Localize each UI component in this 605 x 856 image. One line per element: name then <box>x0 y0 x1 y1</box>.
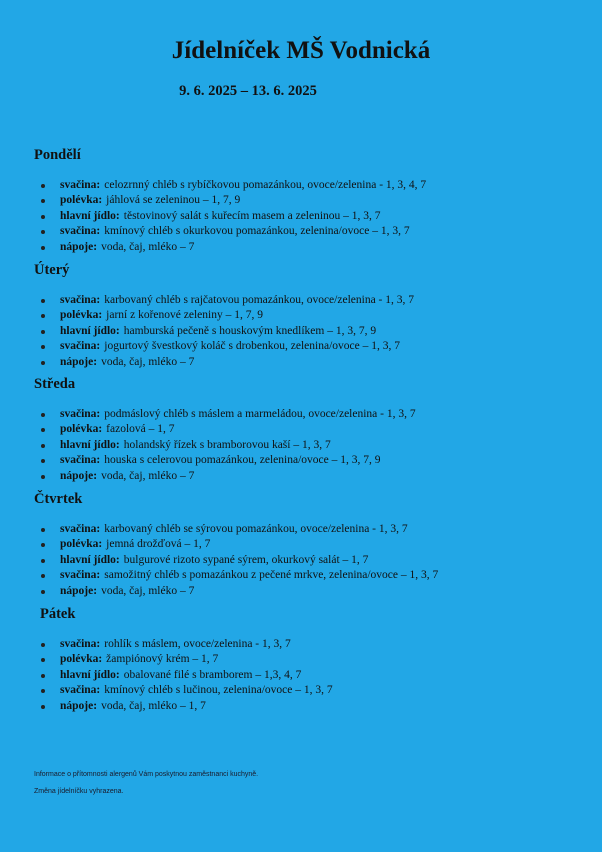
bullet-icon <box>41 574 45 578</box>
bullet-icon <box>41 643 45 647</box>
meal-text: kmínový chléb s lučinou, zelenina/ovoce – 1, 3, 7 <box>104 684 333 697</box>
bullet-icon <box>41 674 45 678</box>
bullet-icon <box>41 314 45 318</box>
meal-label: hlavní jídlo: <box>60 324 120 337</box>
list-item <box>0 469 416 484</box>
meal-label: svačina: <box>60 225 101 238</box>
list-item <box>0 324 414 339</box>
meal-text: celozrnný chléb s rybíčkovou pomazánkou, ovoce/zelenina - 1, 3, 4, 7 <box>104 179 427 191</box>
allergen-note: Informace o přítomnosti alergenů Vám poskytnou zaměstnanci kuchyně. <box>34 771 259 778</box>
meal-label: svačina: <box>60 179 101 191</box>
list-item <box>0 637 333 652</box>
bullet-icon <box>41 345 45 349</box>
bullet-icon <box>41 230 45 234</box>
meal-list <box>0 178 426 255</box>
meal-label: nápoje: <box>60 469 98 482</box>
date-range: 9. 6. 2025 – 13. 6. 2025 <box>179 83 317 99</box>
meal-text: samožitný chléb s pomazánkou z pečené mrkve, zelenina/ovoce – 1, 3, 7 <box>104 569 439 582</box>
meal-label: svačina: <box>60 569 101 582</box>
meal-label: polévka: <box>60 194 103 207</box>
meal-label: svačina: <box>60 638 101 650</box>
meal-text: karbovaný chléb se sýrovou pomazánkou, ovoce/zelenina - 1, 3, 7 <box>104 523 408 535</box>
meal-text: žampiónový krém – 1, 7 <box>106 653 219 666</box>
list-item <box>0 652 333 667</box>
meal-label: polévka: <box>60 423 103 436</box>
list-item <box>0 422 416 437</box>
list-item <box>0 438 416 453</box>
list-item <box>0 224 426 239</box>
meal-label: svačina: <box>60 454 101 467</box>
bullet-icon <box>41 475 45 479</box>
meal-label: polévka: <box>60 309 103 322</box>
meal-text: jemná drožďová – 1, 7 <box>106 538 211 551</box>
meal-list <box>0 637 333 714</box>
meal-text: jáhlová se zeleninou – 1, 7, 9 <box>106 194 241 207</box>
bullet-icon <box>41 299 45 303</box>
meal-text: voda, čaj, mléko – 7 <box>101 584 195 597</box>
meal-label: nápoje: <box>60 355 98 368</box>
list-item <box>0 683 333 698</box>
meal-label: hlavní jídlo: <box>60 668 120 681</box>
list-item <box>0 453 416 468</box>
meal-label: hlavní jídlo: <box>60 553 120 566</box>
meal-label: svačina: <box>60 523 101 535</box>
list-item <box>0 668 333 683</box>
page-title: Jídelníček MŠ Vodnická <box>171 37 431 64</box>
meal-text: těstovinový salát s kuřecím masem a zeleninou – 1, 3, 7 <box>123 209 381 222</box>
meal-text: voda, čaj, mléko – 7 <box>101 240 195 253</box>
list-item <box>0 699 333 714</box>
bullet-icon <box>41 459 45 463</box>
bullet-icon <box>41 543 45 547</box>
meal-text: voda, čaj, mléko – 7 <box>101 469 195 482</box>
list-item <box>0 240 426 255</box>
change-note: Změna jídelníčku vyhrazena. <box>34 788 124 795</box>
meal-label: polévka: <box>60 653 103 666</box>
meal-text: obalované filé s bramborem – 1,3, 4, 7 <box>123 668 302 681</box>
meal-label: nápoje: <box>60 699 98 712</box>
bullet-icon <box>41 330 45 334</box>
day-heading: Pátek <box>40 606 76 622</box>
bullet-icon <box>41 444 45 448</box>
meal-label: svačina: <box>60 408 101 420</box>
meal-text: bulgurové rizoto sypané sýrem, okurkový salát – 1, 7 <box>123 553 369 566</box>
meal-list <box>0 293 414 370</box>
meal-label: svačina: <box>60 340 101 353</box>
meal-text: houska s celerovou pomazánkou, zelenina/ovoce – 1, 3, 7, 9 <box>104 454 381 467</box>
bullet-icon <box>41 199 45 203</box>
meal-label: hlavní jídlo: <box>60 438 120 451</box>
day-heading: Pondělí <box>34 147 81 163</box>
bullet-icon <box>41 689 45 693</box>
bullet-icon <box>41 590 45 594</box>
meal-list <box>0 407 416 484</box>
meal-text: holandský řízek s bramborovou kaší – 1, 3, 7 <box>123 438 331 451</box>
meal-label: polévka: <box>60 538 103 551</box>
list-item <box>0 407 416 422</box>
meal-text: karbovaný chléb s rajčatovou pomazánkou, ovoce/zelenina - 1, 3, 7 <box>104 294 414 306</box>
list-item <box>0 584 438 599</box>
day-heading: Úterý <box>34 262 70 278</box>
bullet-icon <box>41 413 45 417</box>
bullet-icon <box>41 705 45 709</box>
meal-text: jarní z kořenové zeleniny – 1, 7, 9 <box>106 309 263 322</box>
bullet-icon <box>41 361 45 365</box>
meal-label: nápoje: <box>60 240 98 253</box>
list-item <box>0 308 414 323</box>
meal-text: voda, čaj, mléko – 1, 7 <box>101 699 206 712</box>
bullet-icon <box>41 658 45 662</box>
list-item <box>0 553 438 568</box>
day-heading: Středa <box>34 376 76 392</box>
bullet-icon <box>41 246 45 250</box>
meal-text: podmáslový chléb s máslem a marmeládou, ovoce/zelenina - 1, 3, 7 <box>104 408 416 420</box>
meal-text: rohlík s máslem, ovoce/zelenina - 1, 3, 7 <box>104 638 291 650</box>
meal-text: voda, čaj, mléko – 7 <box>101 355 195 368</box>
list-item <box>0 178 426 193</box>
list-item <box>0 339 414 354</box>
meal-text: hamburská pečeně s houskovým knedlíkem – 1, 3, 7, 9 <box>123 324 377 337</box>
bullet-icon <box>41 528 45 532</box>
list-item <box>0 522 438 537</box>
list-item <box>0 293 414 308</box>
meal-label: hlavní jídlo: <box>60 209 120 222</box>
list-item <box>0 537 438 552</box>
meal-text: jogurtový švestkový koláč s drobenkou, zelenina/ovoce – 1, 3, 7 <box>104 340 400 353</box>
bullet-icon <box>41 184 45 188</box>
meal-text: kmínový chléb s okurkovou pomazánkou, zelenina/ovoce – 1, 3, 7 <box>104 225 410 238</box>
meal-list <box>0 522 438 599</box>
meal-label: svačina: <box>60 684 101 697</box>
meal-label: nápoje: <box>60 584 98 597</box>
list-item <box>0 193 426 208</box>
list-item <box>0 568 438 583</box>
list-item <box>0 355 414 370</box>
bullet-icon <box>41 559 45 563</box>
bullet-icon <box>41 428 45 432</box>
day-heading: Čtvrtek <box>34 491 83 507</box>
meal-text: fazolová – 1, 7 <box>106 423 175 436</box>
bullet-icon <box>41 215 45 219</box>
meal-label: svačina: <box>60 294 101 306</box>
list-item <box>0 209 426 224</box>
